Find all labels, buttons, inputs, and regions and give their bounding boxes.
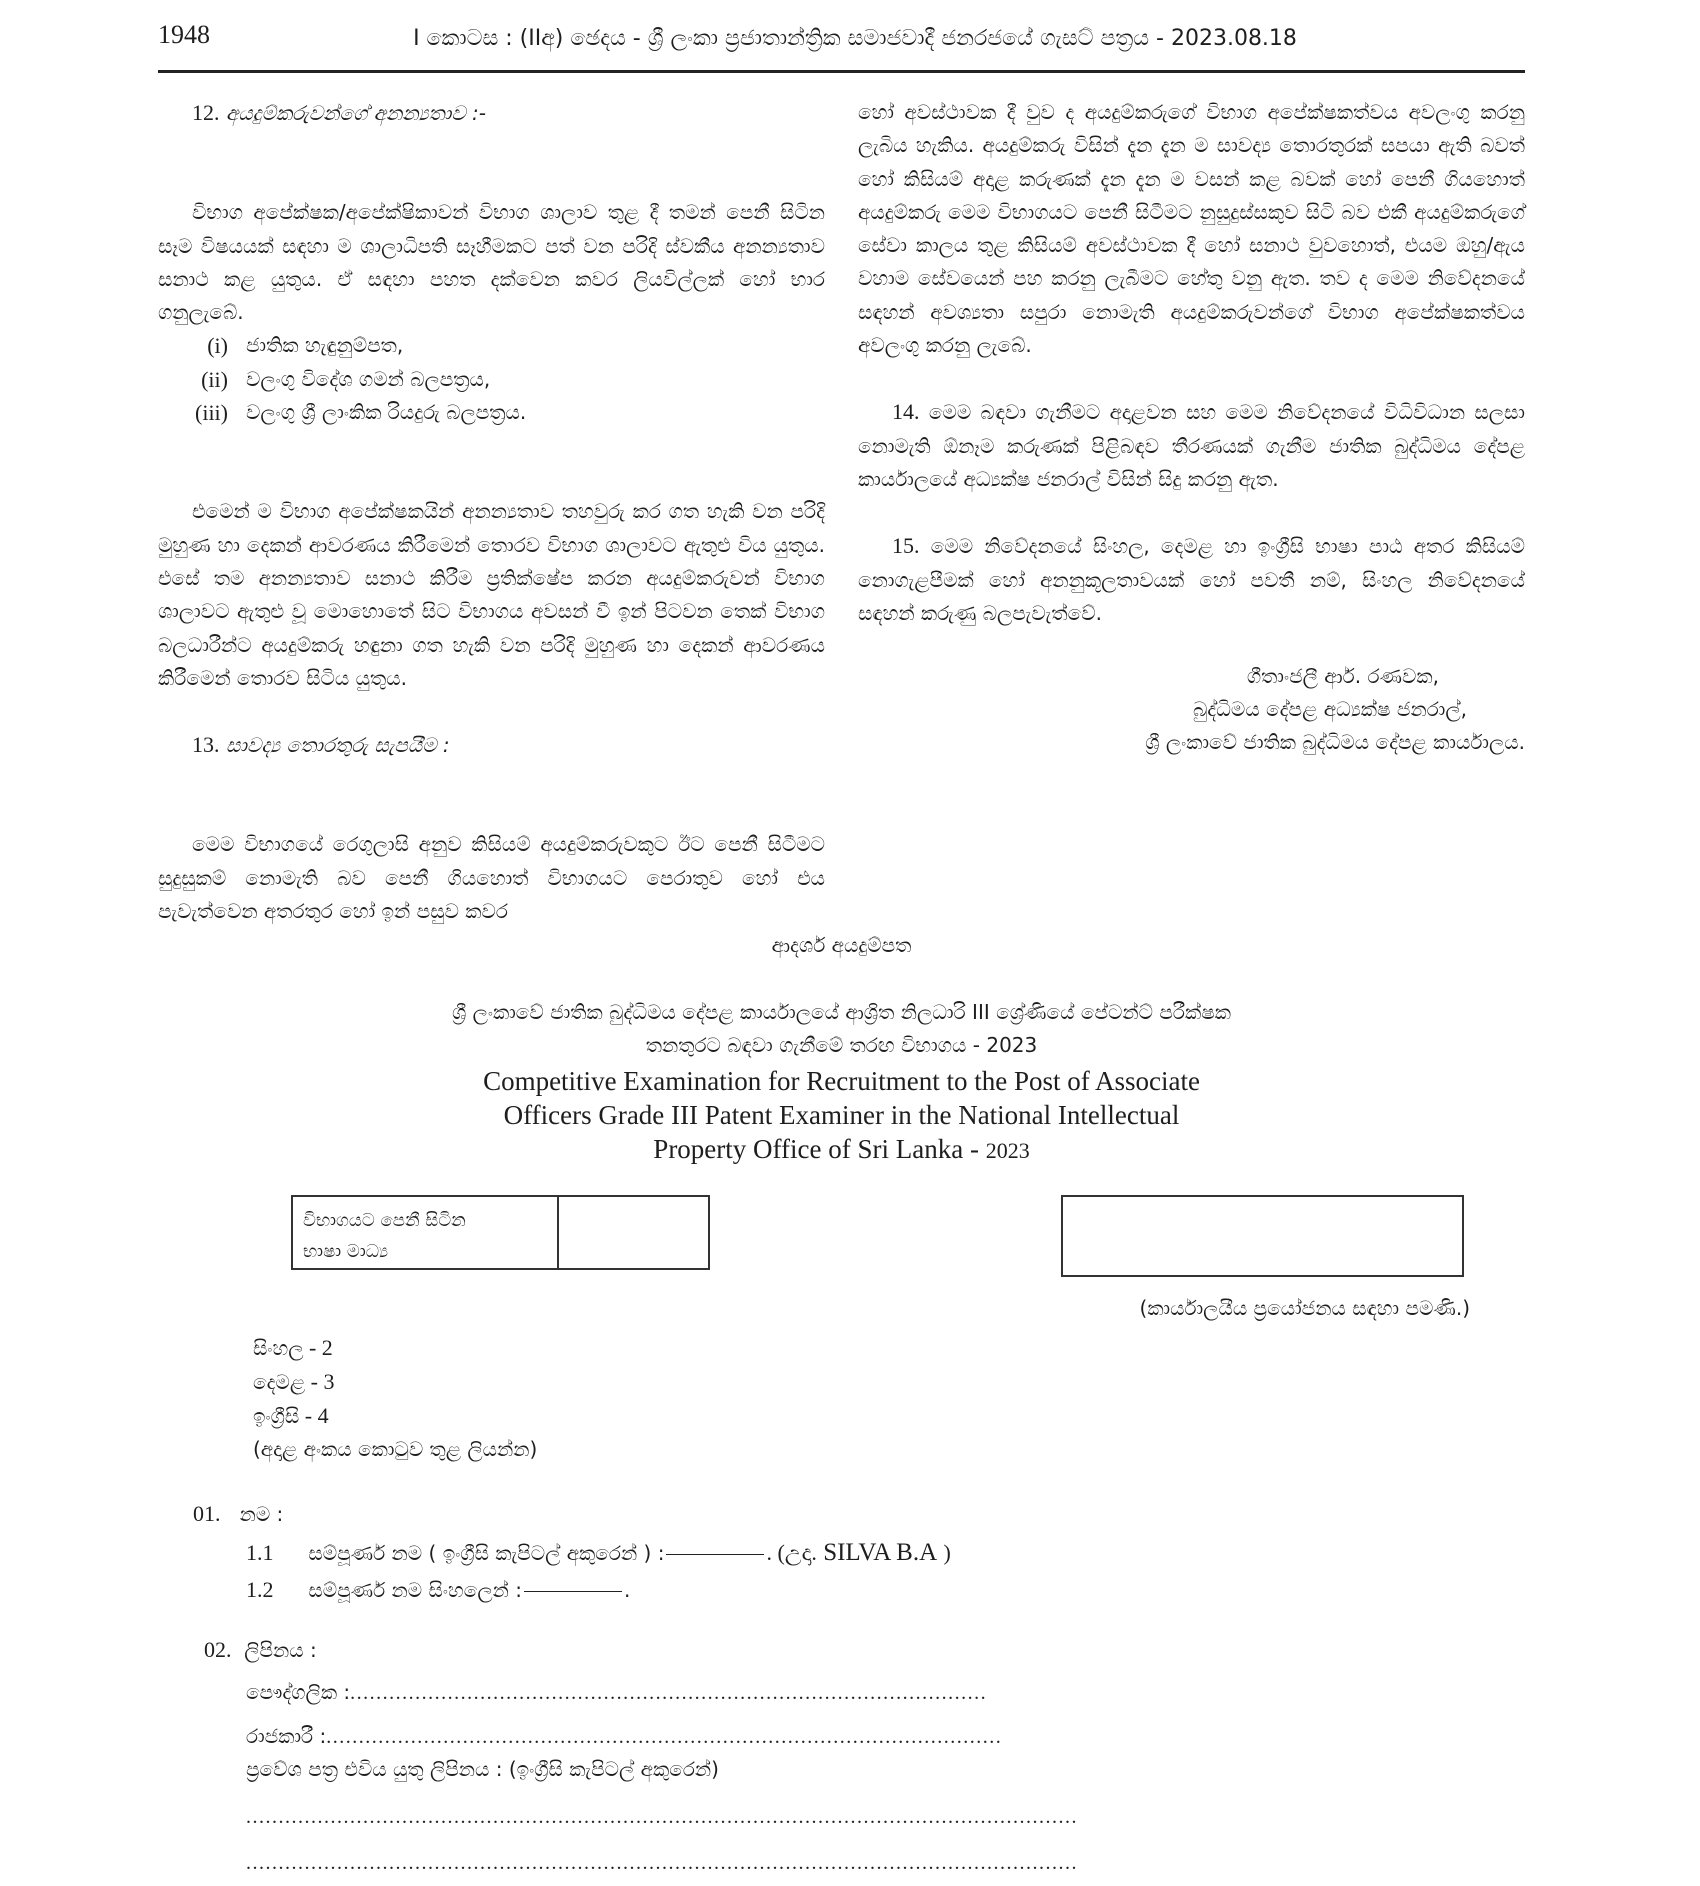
admission-address-field-2[interactable]: ................................................................................................................................ (246, 1852, 1078, 1874)
id-document-item (158, 329, 825, 362)
language-option (253, 1331, 537, 1365)
page-number: 1948 (158, 20, 210, 49)
exam-title-sinhala-line-2: තනතුරට බඳවා ගැනීමේ තරඟ විභාගය - 2023 (645, 1033, 1038, 1057)
item-marker: (i) (207, 333, 228, 359)
item-text: ජාතික හැඳුනුම්පත, (246, 333, 404, 358)
section-14-text: මෙම බඳවා ගැනීමට අදාළවන සහ මෙම නිවේදනයේ විධිවිධාන සලසා නොමැති ඕනෑම කරුණක් පිළිබඳව තීරණයක් ගැනීම ජාතික බුද්ධිමය දේපළ කාර්යාලයේ අධ්‍යක්ෂ ජනරාල් විසින් සිදු කරනු ඇත. (858, 400, 1526, 491)
section-number: 15. (892, 533, 920, 559)
personal-address-label: පෞද්ගලික : (246, 1680, 351, 1704)
official-address-field[interactable]: ........................................................................................................ (326, 1726, 1003, 1748)
language-option (253, 1365, 537, 1399)
item-marker: (iii) (195, 400, 228, 426)
section-number: 14. (892, 399, 920, 425)
language-name: දෙමළ (253, 1370, 306, 1394)
signature-block (858, 660, 1525, 759)
separator: - (299, 1403, 318, 1428)
right-column (858, 96, 1525, 759)
section-title: අයදුම්කරුවන්ගේ අනන්‍යතාව :- (225, 101, 486, 125)
item-text: වලංගු ශ්‍රී ලාංකික රියදුරු බලපත්‍රය. (246, 400, 527, 425)
separator: - (305, 1369, 324, 1394)
question-number: 01. (193, 1501, 221, 1526)
section-14-paragraph (858, 395, 1525, 496)
office-use-box (1061, 1195, 1464, 1277)
exam-title-english-line-3 (158, 1132, 1525, 1168)
section-13-heading (158, 728, 825, 762)
q1-1-full-name-english (246, 1539, 951, 1567)
language-instruction: (අදාළ අංකය කොටුව තුළ ලියන්න) (253, 1437, 538, 1461)
example-suffix: ) (943, 1540, 951, 1565)
section-13-paragraph-part-1: මෙම විභාගයේ රෙගුලාසි අනුව කිසියම් අයදුම්කරුවකුට ඊට පෙනී සිටීමට සුදුසුකම් නොමැති බව පෙනී ගියහොත් විභාගයට පෙරාතුව හෝ එය පැවැත්වෙන අතරතුර හෝ ඉන් පසුව කවර (158, 832, 825, 924)
example-prefix: . (උදා. (766, 1540, 817, 1565)
exam-title-sinhala-line-1: ශ්‍රී ලංකාවේ ජාතික බුද්ධිමය දේපළ කාර්යාලයේ ආශ්‍රිත නිලධාරි III ශ්‍රේණියේ පේටන්ට් පරීක්ෂක (451, 1000, 1231, 1024)
language-name: ඉංග්‍රීසි (253, 1404, 300, 1428)
exam-title-english (158, 1064, 1525, 1168)
language-medium-label-line-1: විභාගයට පෙනී සිටින (303, 1210, 466, 1231)
section-12-paragraph-2: එමෙන් ම විභාග අපේක්ෂකයින් අනන්‍යතාව තහවුරු කර ගත හැකි වන පරිදි මුහුණ හා දෙකන් ආවරණය කිරීමෙන් තොරව විභාග ශාලාවට ඇතුළු විය යුතුය. එසේ තම අනන්‍යතාව සනාථ කිරීම ප්‍රතික්ෂේප කරන අයදුම්කරුවන් විභාග ශාලාවට ඇතුළු වූ මොහොතේ සිට විභාගය අවසන් වී ඉන් පිටවන තෙක් විභාග බලධාරීන්ට අයදුම්කරු හඳුනා ගත හැකි වන පරිදි මුහුණ හා දෙකන් ආවරණය කිරීමෙන් තොරව සිටිය යුතුය. (158, 499, 825, 690)
question-label: ලිපිනය : (244, 1638, 317, 1662)
left-column (158, 96, 825, 928)
exam-year: 2023 (985, 1138, 1030, 1163)
example-value: SILVA B.A (823, 1539, 938, 1566)
office-use-note: (කාර්යාලයීය ප්‍රයෝජනය සඳහා පමණි.) (1139, 1296, 1470, 1320)
field-label: සම්පූර්ණ නම ( ඉංග්‍රීසි කැපිටල් අකුරෙන් ) : (308, 1541, 665, 1565)
section-12-heading (158, 96, 825, 130)
signatory-designation: බුද්ධිමය දේපළ අධ්‍යක්ෂ ජනරාල්, (1192, 697, 1467, 722)
exam-title-english-line-2: Officers Grade III Patent Examiner in the National Intellectual (503, 1100, 1180, 1130)
q1-2-full-name-sinhala (246, 1577, 630, 1603)
language-medium-label-line-2: භාෂා මාධ්‍ය (303, 1241, 389, 1262)
full-name-sinhala-field[interactable] (524, 1591, 622, 1592)
header-divider (158, 70, 1525, 73)
admission-address-line-2[interactable] (246, 1850, 1078, 1875)
q01-heading (193, 1501, 283, 1527)
exam-title-english-line-3-text: Property Office of Sri Lanka - (653, 1134, 986, 1164)
full-name-english-field[interactable] (666, 1554, 764, 1555)
id-document-item (158, 363, 825, 396)
field-suffix: . (623, 1578, 631, 1602)
question-label: නම : (239, 1502, 284, 1526)
personal-address-field[interactable]: .................................................................................................. (350, 1682, 988, 1704)
item-text: වලංගු විදේශ ගමන් බලපත්‍රය, (246, 366, 491, 391)
signatory-name: ගීතාංජලී ආර්. රණවක, (1246, 664, 1439, 689)
exam-title-english-line-1: Competitive Examination for Recruitment to the Post of Associate (483, 1066, 1200, 1096)
personal-address-row (246, 1680, 987, 1705)
admission-address-label: ප්‍රවේශ පත්‍ර එවිය යුතු ලිපිනය : (ඉංග්‍රීසි කැපිටල් අකුරෙන්) (246, 1757, 719, 1781)
question-number: 02. (204, 1637, 232, 1662)
field-label: සම්පූර්ණ නම සිංහලෙන් : (308, 1578, 522, 1602)
language-medium-input[interactable] (559, 1197, 708, 1268)
section-number: 12. (192, 100, 220, 125)
language-medium-label (293, 1197, 559, 1268)
language-code: 3 (323, 1369, 335, 1394)
gazette-header-title: I කොටස : (IIඅ) ඡෙදය - ශ්‍රී ලංකා ප්‍රජාතාන්ත්‍රික සමාජවාදී ජනරජයේ ගැසට් පත්‍රය - 2023.08.18 (413, 26, 1297, 51)
id-document-item (158, 396, 825, 429)
separator: - (303, 1335, 322, 1360)
section-13-paragraph-part-2: හෝ අවස්ථාවක දී වුව ද අයදුම්කරුගේ විභාග අපේක්ෂකත්වය අවලංගු කරනු ලැබිය හැකිය. අයදුම්කරු විසින් දැන දැන ම සාවද්‍ය තොරතුරක් සපයා ඇති බවත් හෝ කිසියම් අදාළ කරුණක් දැන දැන ම වසන් කළ බවක් හෝ පෙනී ගියහොත් අයදුම්කරු මෙම විභාගයට පෙනී සිටීමට නුසුදුස්සකුව සිටි බව එකී අයදුම්කරුගේ සේවා කාලය තුළ කිසියම් අවස්ථාවක දී හෝ සනාථ වුවහොත්, එයම ඔහු/ඇය වහාම සේවයෙන් පහ කරනු ලැබීමට හේතු වනු ඇත. තව ද මෙම නිවේදනයේ සඳහන් අවශ්‍යතා සපුරා නොමැති අයදුම්කරුවන්ගේ විභාග අපේක්ෂකත්වය අවලංගු කරනු ලැබේ. (858, 100, 1525, 358)
admission-address-line-1[interactable] (246, 1804, 1078, 1829)
language-code: 2 (321, 1335, 333, 1360)
section-title: සාවද්‍ය තොරතුරු සැපයීම : (225, 733, 450, 758)
signatory-office: ශ්‍රී ලංකාවේ ජාතික බුද්ධිමය දේපළ කාර්යාලය. (1145, 730, 1525, 755)
item-marker: (ii) (201, 366, 228, 392)
language-code-list (253, 1331, 537, 1466)
section-number: 13. (192, 732, 220, 758)
model-application-heading: ආදර්ශ අයදුම්පත (771, 933, 912, 957)
language-code: 4 (317, 1403, 329, 1428)
official-address-label: රාජකාරී : (246, 1724, 327, 1748)
language-name: සිංහල (253, 1336, 304, 1360)
language-option (253, 1399, 537, 1433)
official-address-row (246, 1724, 1002, 1749)
section-15-text: මෙම නිවේදනයේ සිංහල, දෙමළ හා ඉංග්‍රීසි භාෂා පාඨ අතර කිසියම් නොගැළපීමක් හෝ අනනුකූලතාවයක් හෝ පවතී නම්, සිංහල නිවේදනයේ සඳහන් කරුණු බලපැවැත්වේ. (858, 534, 1526, 625)
question-number: 1.2 (246, 1577, 274, 1602)
question-number: 1.1 (246, 1540, 274, 1565)
q02-heading (204, 1637, 317, 1663)
section-15-paragraph (858, 529, 1525, 630)
language-medium-box (291, 1195, 710, 1270)
admission-address-field-1[interactable]: ................................................................................................................................ (246, 1806, 1078, 1828)
section-12-paragraph-1: විභාග අපේක්ෂක/අපේක්ෂිකාවන් විභාග ශාලාව තුළ දී තමන් පෙනී සිටින සෑම විෂයයක් සඳහා ම ශාලාධිපති සෑහීමකට පත් වන පරිදි ස්වකීය අනන්‍යතාව සනාථ කළ යුතුය. ඒ සඳහා පහත දක්වෙන කවර ලියවිල්ලක් හෝ භාර ගනුලැබේ. (158, 200, 825, 325)
